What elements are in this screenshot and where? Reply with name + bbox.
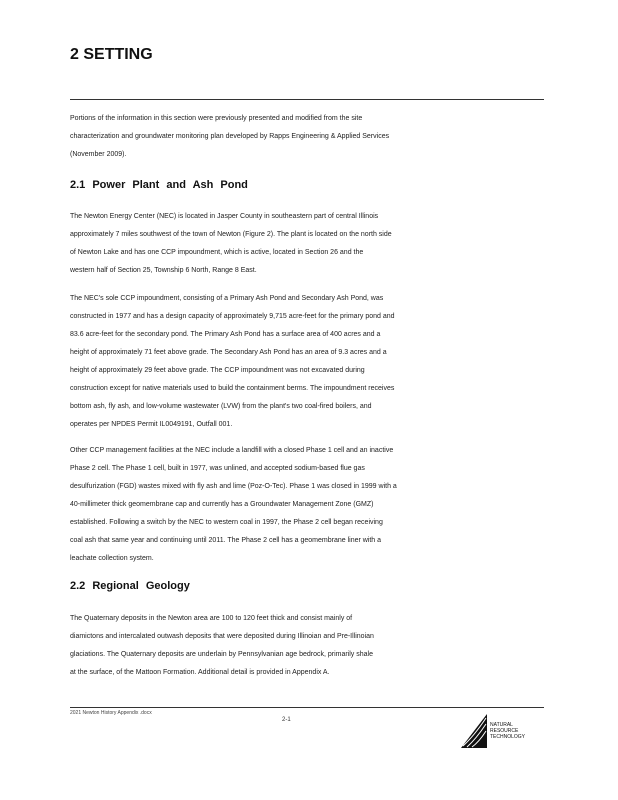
text-line: of Newton Lake and has one CCP impoundment, which is active, located in Section 26 and the — [70, 249, 364, 256]
text-line: height of approximately 29 feet above grade. The CCP impoundment was not excavated during — [70, 367, 365, 374]
company-logo — [461, 714, 541, 750]
text-line: 83.6 acre-feet for the secondary pond. The Primary Ash Pond has a surface area of 400 acres and a — [70, 331, 381, 338]
text-line: leachate collection system. — [70, 555, 154, 562]
subsection-heading-regional-geology: 2.2 Regional Geology — [70, 580, 190, 592]
subsection-heading-power-plant: 2.1 Power Plant and Ash Pond — [70, 179, 248, 191]
text-line: height of approximately 71 feet above grade. The Secondary Ash Pond has an area of 9.3 acres and a — [70, 349, 387, 356]
text-line: The NEC's sole CCP impoundment, consisting of a Primary Ash Pond and Secondary Ash Pond, was — [70, 295, 384, 302]
logo-line: RESOURCE — [490, 728, 519, 734]
text-line: Portions of the information in this section were previously presented and modified from the site — [70, 115, 363, 122]
text-line: diamictons and intercalated outwash deposits that were deposited during Illinoian and Pre-Illinoian — [70, 633, 374, 640]
intro-paragraph — [70, 110, 540, 164]
text-line: (November 2009). — [70, 151, 127, 158]
footer-file-name: 2021 Newton History Appendix .docx — [70, 710, 152, 716]
power-plant-paragraph-2 — [70, 290, 540, 434]
text-line: Other CCP management facilities at the NEC include a landfill with a closed Phase 1 cell and an inactive — [70, 447, 394, 454]
text-line: bottom ash, fly ash, and low-volume wastewater (LVW) from the plant's two coal-fired boilers, and — [70, 403, 372, 410]
header-divider — [70, 99, 544, 100]
power-plant-paragraph-1 — [70, 208, 540, 280]
text-line: at the surface, of the Mattoon Formation. Additional detail is provided in Appendix A. — [70, 669, 330, 676]
footer-divider — [70, 707, 544, 708]
logo-line: NATURAL — [490, 722, 513, 728]
text-line: desulfurization (FGD) wastes mixed with fly ash and lime (Poz-O-Tec). Phase 1 was closed in 1999 with a — [70, 483, 397, 490]
logo-mark-icon — [461, 714, 487, 748]
logo-wordmark — [490, 722, 525, 740]
text-line: western half of Section 25, Township 6 North, Range 8 East. — [70, 267, 257, 274]
power-plant-paragraph-3 — [70, 442, 540, 568]
page-number: 2-1 — [282, 717, 291, 723]
text-line: operates per NPDES Permit IL0049191, Outfall 001. — [70, 421, 233, 428]
section-title: 2 SETTING — [70, 46, 153, 63]
text-line: construction except for native materials used to build the containment berms. The impoundment receives — [70, 385, 395, 392]
text-line: Phase 2 cell. The Phase 1 cell, built in 1977, was unlined, and accepted sodium-based flue gas — [70, 465, 365, 472]
logo-line: TECHNOLOGY — [490, 734, 526, 740]
text-line: 40-millimeter thick geomembrane cap and currently has a Groundwater Management Zone (GMZ) — [70, 501, 374, 508]
text-line: characterization and groundwater monitoring plan developed by Rapps Engineering & Applied Services — [70, 133, 390, 140]
text-line: coal ash that same year and continuing until 2011. The Phase 2 cell has a geomembrane liner with a — [70, 537, 382, 544]
text-line: approximately 7 miles southwest of the town of Newton (Figure 2). The plant is located on the north side — [70, 231, 392, 238]
text-line: constructed in 1977 and has a design capacity of approximately 9,715 acre-feet for the primary pond and — [70, 313, 395, 320]
text-line: glaciations. The Quaternary deposits are underlain by Pennsylvanian age bedrock, primarily shale — [70, 651, 373, 658]
regional-geology-paragraph — [70, 610, 540, 682]
text-line: established. Following a switch by the NEC to western coal in 1997, the Phase 2 cell began receiving — [70, 519, 383, 526]
text-line: The Quaternary deposits in the Newton area are 100 to 120 feet thick and consist mainly of — [70, 615, 353, 622]
text-line: The Newton Energy Center (NEC) is located in Jasper County in southeastern part of central Illinois — [70, 213, 379, 220]
